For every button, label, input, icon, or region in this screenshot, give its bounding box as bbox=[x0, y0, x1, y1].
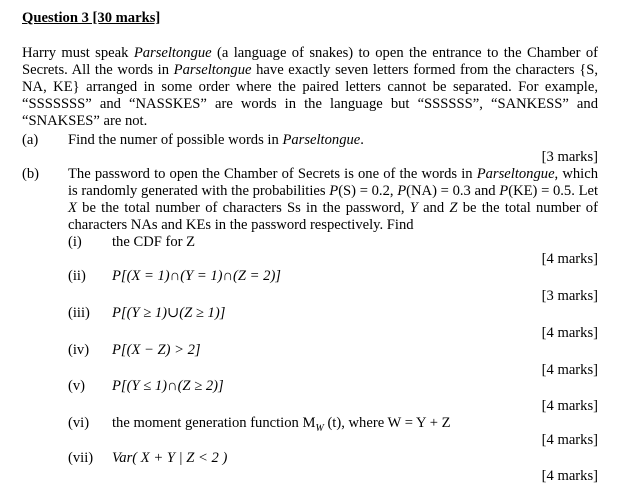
subpart-vii-text: Var( X + Y | Z < 2 ) bbox=[112, 450, 228, 466]
part-a-label: (a) bbox=[22, 132, 39, 148]
subpart-i-marks: [4 marks] bbox=[541, 251, 598, 267]
part-b-label: (b) bbox=[22, 166, 40, 182]
subpart-i-label: (i) bbox=[68, 234, 82, 250]
subpart-vi-text: the moment generation function $M_W$ (t), where W = Y + Z bbox=[112, 415, 451, 434]
subpart-v-text: P[(Y ≤ 1)∩(Z ≥ 2)] bbox=[112, 378, 224, 394]
subpart-ii-text: P[(X = 1)∩(Y = 1)∩(Z = 2)] bbox=[112, 268, 281, 284]
subpart-ii-marks: [3 marks] bbox=[541, 288, 598, 304]
subpart-iii-text: P[(Y ≥ 1)∪(Z ≥ 1)] bbox=[112, 305, 226, 321]
subpart-i-text: the CDF for Z bbox=[112, 234, 196, 250]
subpart-v-label: (v) bbox=[68, 378, 86, 394]
subpart-iv-text: P[(X − Z) > 2] bbox=[112, 342, 201, 358]
subpart-vii-label: (vii) bbox=[68, 450, 94, 466]
subpart-iii-label: (iii) bbox=[68, 305, 90, 321]
question-title: Question 3 [30 marks] bbox=[22, 10, 161, 26]
subpart-iv-label: (iv) bbox=[68, 342, 90, 358]
subpart-v-marks: [4 marks] bbox=[541, 398, 598, 414]
subpart-iii-marks: [4 marks] bbox=[541, 325, 598, 341]
subpart-ii-label: (ii) bbox=[68, 268, 86, 284]
part-a-marks: [3 marks] bbox=[541, 149, 598, 165]
subpart-vi-label: (vi) bbox=[68, 415, 90, 431]
intro-paragraph: Harry must speak Parseltongue (a language of snakes) to open the entrance to the Chamber of Secrets. All the words in Parseltongue have exactly seven letters formed from the characters {S, NA, KE} arranged in some order where the paired letters cannot be separated. For example, “SSSSSSS” and “NASSKES” are words in the language but “SSSSSS”, “SANKESS” and “SNAKSES” are not. bbox=[22, 45, 599, 129]
part-a-text: Find the numer of possible words in Parseltongue. bbox=[68, 132, 364, 148]
subpart-iv-marks: [4 marks] bbox=[541, 362, 598, 378]
subpart-vi-marks: [4 marks] bbox=[541, 432, 598, 448]
subpart-vii-marks: [4 marks] bbox=[541, 468, 598, 484]
part-b-text: The password to open the Chamber of Secrets is one of the words in Parseltongue, which is randomly generated with the probabilities P(S) = 0.2, P(NA) = 0.3 and P(KE) = 0.5. Let X be the total number of characters Ss in the password, Y and Z be the total number of characters NAs and KEs in the password respectively. Find bbox=[68, 166, 599, 233]
